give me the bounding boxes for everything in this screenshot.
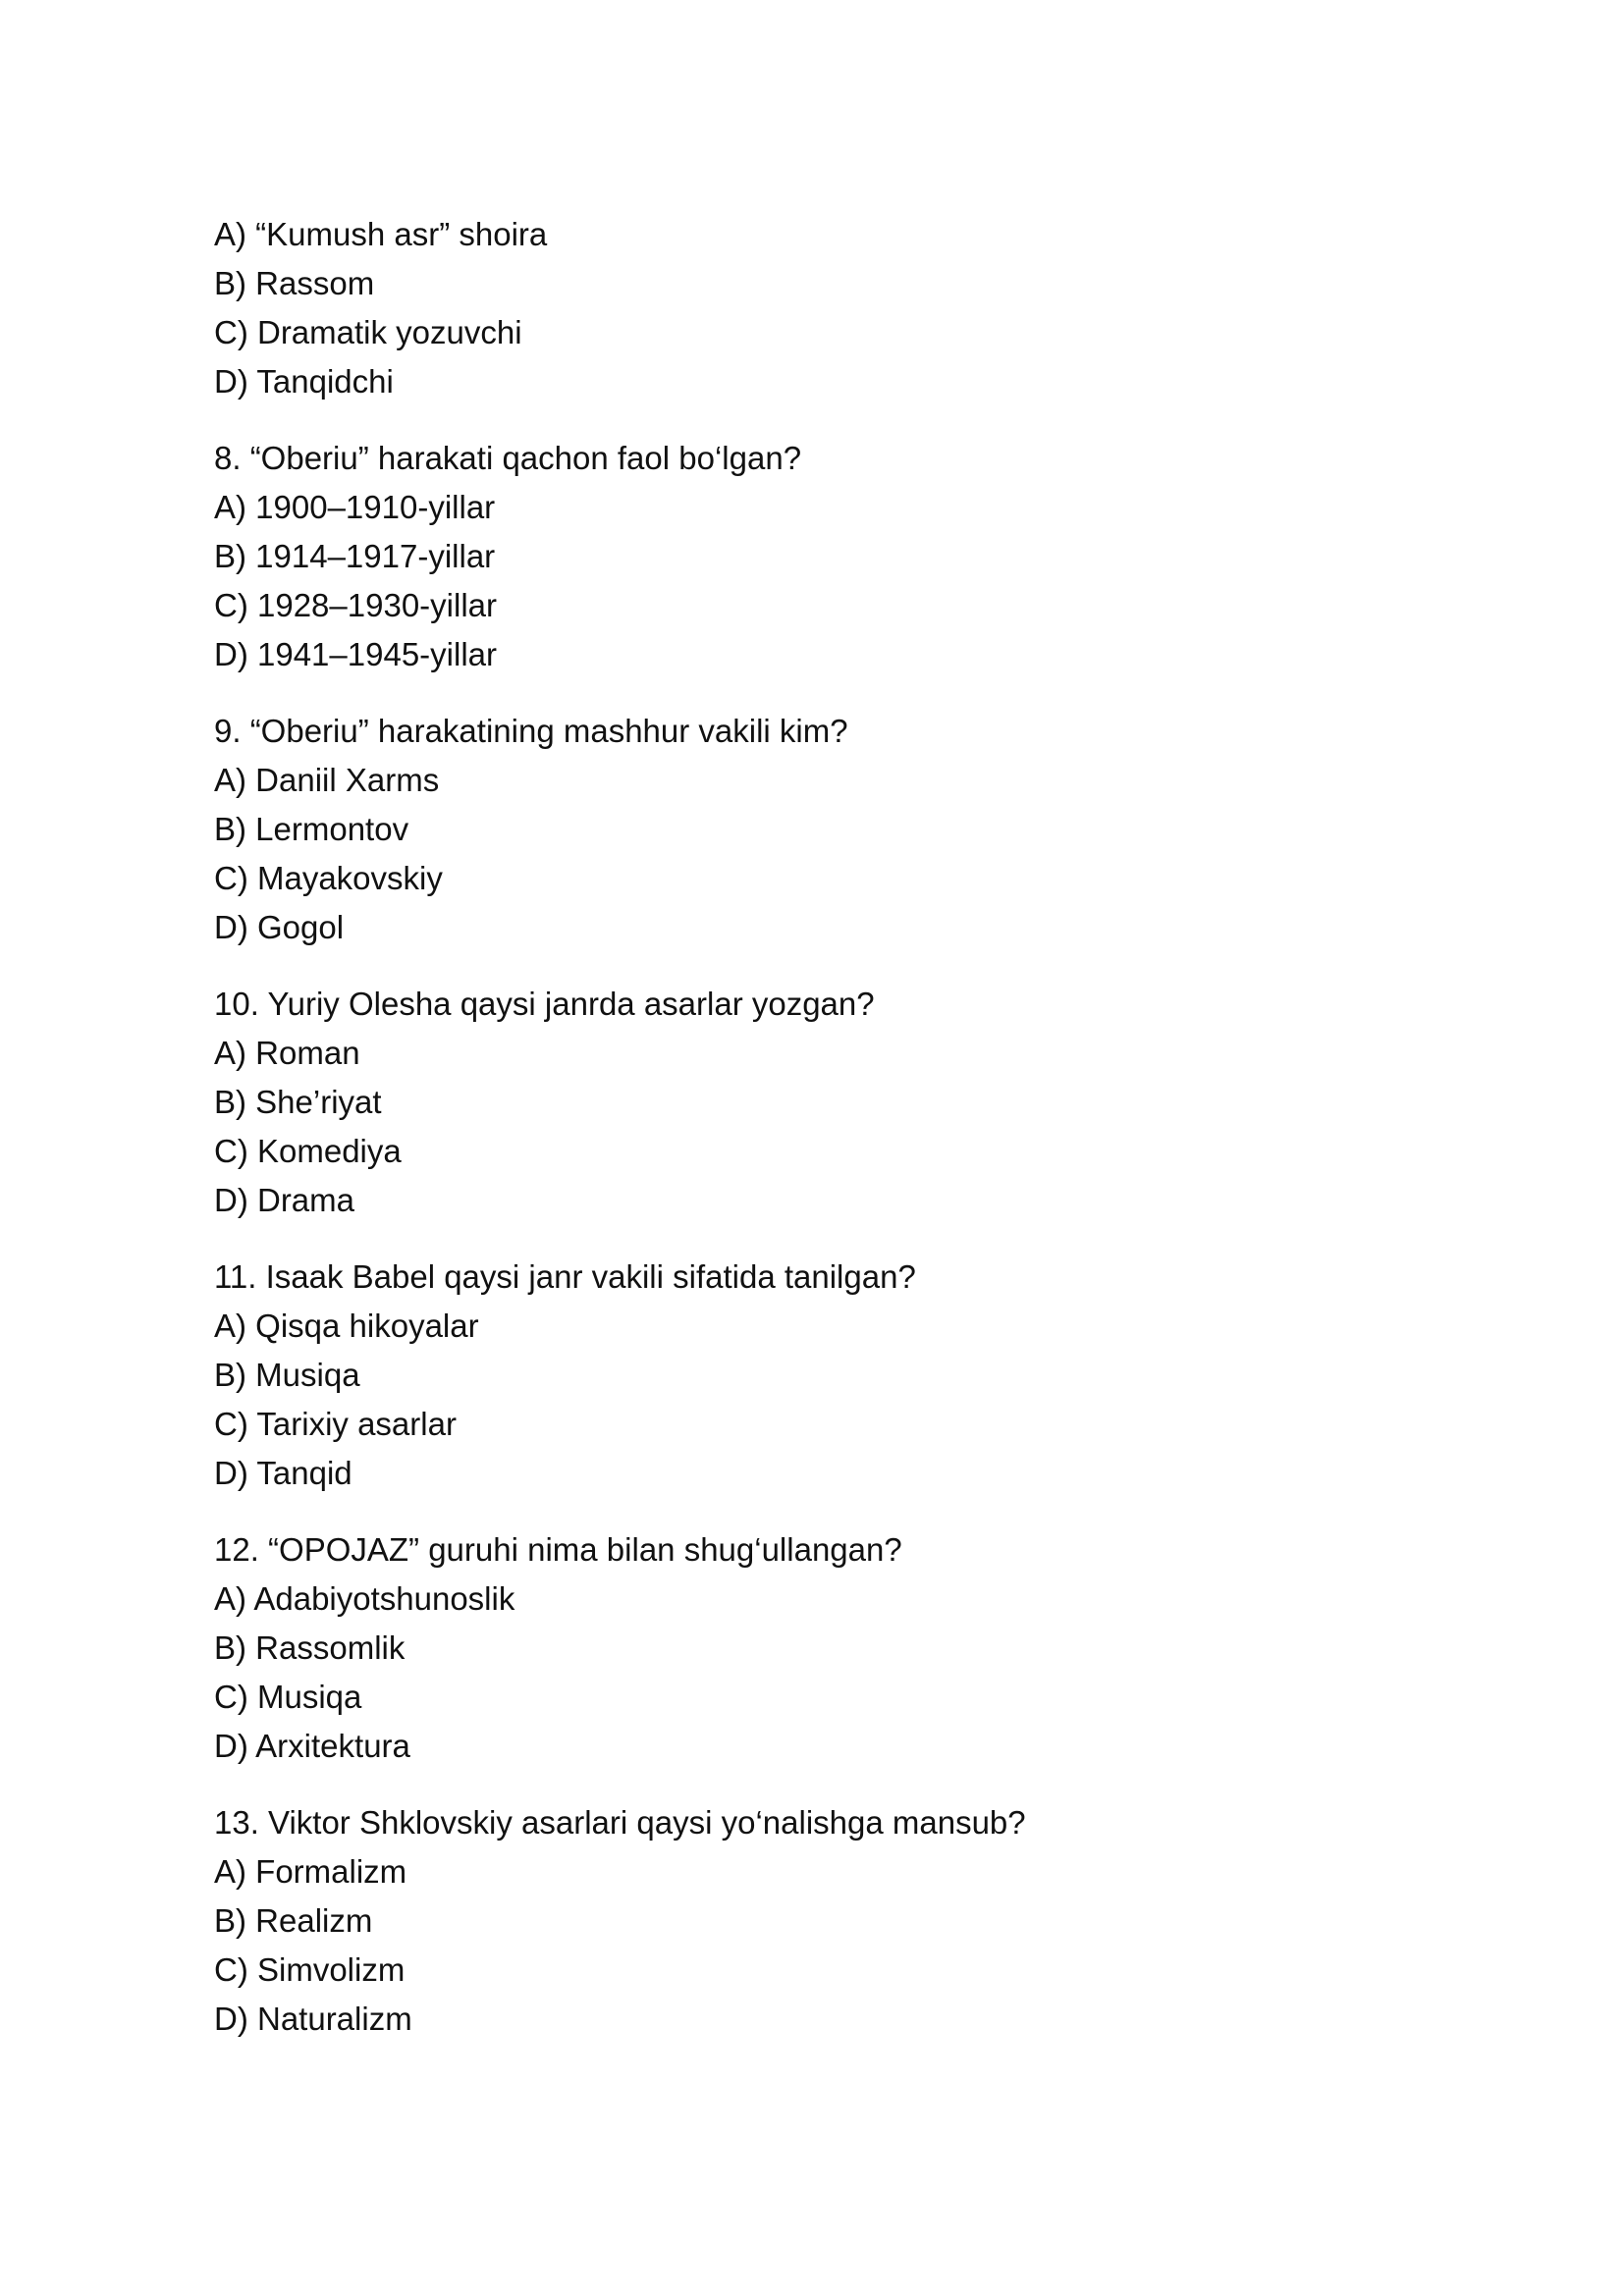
- option-a: A) 1900–1910-yillar: [214, 489, 496, 525]
- option-d: D) Gogol: [214, 909, 345, 945]
- option-d: D) Tanqidchi: [214, 363, 394, 400]
- option-a: A) “Kumush asr” shoira: [214, 216, 548, 252]
- question-block-9: [214, 707, 1412, 952]
- option-d: D) Arxitektura: [214, 1728, 410, 1764]
- option-d: D) 1941–1945-yillar: [214, 636, 497, 672]
- question-block-13: [214, 1798, 1412, 2044]
- question-block-11: [214, 1253, 1412, 1498]
- quiz-content: [214, 210, 1412, 2071]
- option-b: B) Lermontov: [214, 811, 409, 847]
- question-text: 12. “OPOJAZ” guruhi nima bilan shug‘ullangan?: [214, 1531, 902, 1568]
- option-a: A) Daniil Xarms: [214, 762, 440, 798]
- question-text: 9. “Oberiu” harakatining mashhur vakili kim?: [214, 713, 848, 749]
- question-block-10: [214, 980, 1412, 1225]
- question-text: 10. Yuriy Olesha qaysi janrda asarlar yozgan?: [214, 986, 875, 1022]
- option-c: C) Tarixiy asarlar: [214, 1406, 457, 1442]
- option-c: C) Dramatik yozuvchi: [214, 314, 522, 350]
- option-d: D) Tanqid: [214, 1455, 352, 1491]
- option-a: A) Qisqa hikoyalar: [214, 1308, 479, 1344]
- question-block-8: [214, 434, 1412, 679]
- question-text: 8. “Oberiu” harakati qachon faol bo‘lgan?: [214, 440, 802, 476]
- question-text: 11. Isaak Babel qaysi janr vakili sifatida tanilgan?: [214, 1258, 916, 1295]
- option-c: C) 1928–1930-yillar: [214, 587, 497, 623]
- option-c: C) Komediya: [214, 1133, 402, 1169]
- option-d: D) Drama: [214, 1182, 355, 1218]
- question-block-7-options: [214, 210, 1412, 406]
- option-b: B) She’riyat: [214, 1084, 382, 1120]
- option-b: B) Rassom: [214, 265, 375, 301]
- option-b: B) 1914–1917-yillar: [214, 538, 496, 574]
- question-text: 13. Viktor Shklovskiy asarlari qaysi yo‘nalishga mansub?: [214, 1804, 1026, 1841]
- option-b: B) Musiqa: [214, 1357, 360, 1393]
- option-d: D) Naturalizm: [214, 2001, 412, 2037]
- question-block-12: [214, 1525, 1412, 1771]
- option-b: B) Realizm: [214, 1902, 373, 1939]
- option-a: A) Formalizm: [214, 1853, 407, 1890]
- option-c: C) Simvolizm: [214, 1951, 406, 1988]
- option-c: C) Musiqa: [214, 1679, 362, 1715]
- option-b: B) Rassomlik: [214, 1629, 406, 1666]
- option-c: C) Mayakovskiy: [214, 860, 443, 896]
- option-a: A) Roman: [214, 1035, 360, 1071]
- option-a: A) Adabiyotshunoslik: [214, 1580, 515, 1617]
